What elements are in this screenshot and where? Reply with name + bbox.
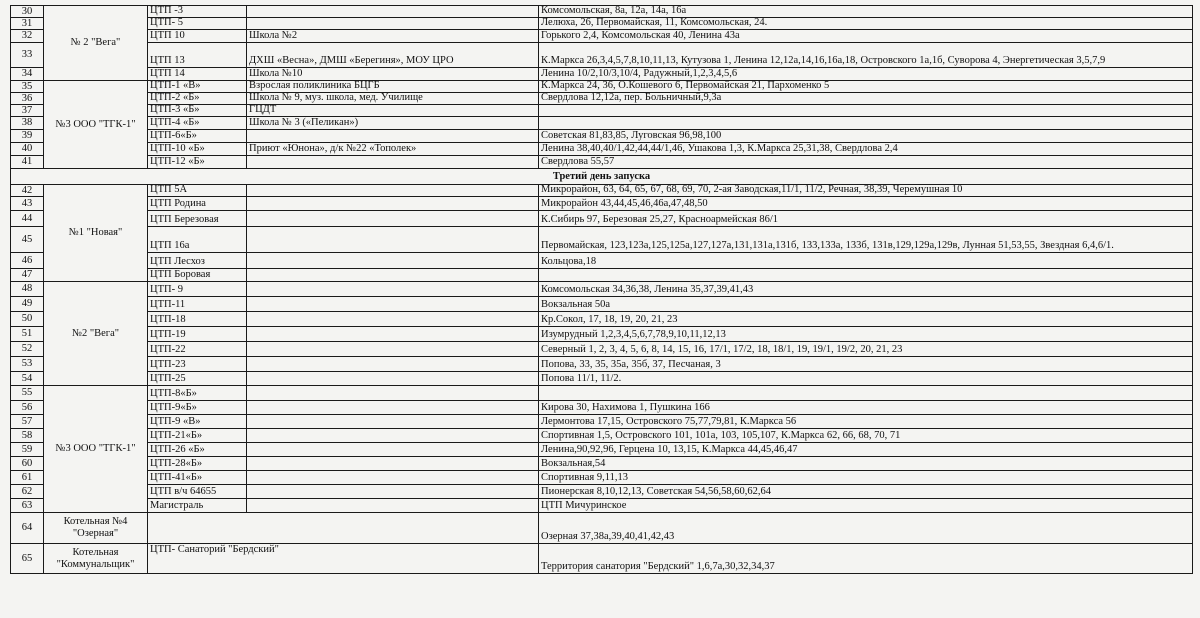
ctp-cell: ЦТП- 9 bbox=[147, 281, 247, 297]
address-cell: Комсомольская, 8а, 12а, 14а, 16а bbox=[538, 5, 1193, 18]
address-cell bbox=[538, 385, 1193, 401]
ctp-cell: ЦТП-4 «Б» bbox=[147, 116, 247, 130]
address-cell: Лелюха, 26, Первомайская, 11, Комсомольская, 24. bbox=[538, 17, 1193, 30]
object-cell: Взрослая поликлиника БЦГБ bbox=[246, 80, 539, 93]
object-cell bbox=[246, 326, 539, 342]
object-cell bbox=[246, 155, 539, 169]
object-cell bbox=[246, 210, 539, 227]
address-cell: К.Сибирь 97, Березовая 25,27, Красноармейская 86/1 bbox=[538, 210, 1193, 227]
ctp-cell: ЦТП-12 «Б» bbox=[147, 155, 247, 169]
ctp-cell: ЦТП-9 «В» bbox=[147, 414, 247, 429]
address-cell: Территория санатория "Бердский" 1,6,7а,30,32,34,37 bbox=[538, 543, 1193, 574]
object-cell: Школа № 9, муз. школа, мед. Училище bbox=[246, 92, 539, 105]
organization-cell: Котельная №4 "Озерная" bbox=[43, 512, 148, 544]
address-cell: Изумрудный 1,2,3,4,5,6,7,78,9,10,11,12,13 bbox=[538, 326, 1193, 342]
ctp-cell: ЦТП-2 «Б» bbox=[147, 92, 247, 105]
row-number: 35 bbox=[10, 80, 44, 93]
row-number: 42 bbox=[10, 184, 44, 197]
ctp-cell: ЦТП-41«Б» bbox=[147, 470, 247, 485]
address-cell: Свердлова 55,57 bbox=[538, 155, 1193, 169]
address-cell: Микрорайон 43,44,45,46,46а,47,48,50 bbox=[538, 196, 1193, 211]
ctp-cell: ЦТП 10 bbox=[147, 29, 247, 43]
address-cell: Спортивная 1,5, Островского 101, 101а, 103, 105,107, К.Маркса 62, 66, 68, 70, 71 bbox=[538, 428, 1193, 443]
object-cell: Школа №2 bbox=[246, 29, 539, 43]
object-cell bbox=[246, 442, 539, 457]
ctp-cell: ЦТП-11 bbox=[147, 296, 247, 312]
row-number: 50 bbox=[10, 311, 44, 327]
address-cell: Попова, 33, 35, 35а, 35б, 37, Песчаная, 3 bbox=[538, 356, 1193, 372]
ctp-cell: ЦТП-18 bbox=[147, 311, 247, 327]
address-cell: Кр.Сокол, 17, 18, 19, 20, 21, 23 bbox=[538, 311, 1193, 327]
section-heading: Третий день запуска bbox=[10, 168, 1193, 185]
ctp-cell: ЦТП в/ч 64655 bbox=[147, 484, 247, 499]
object-cell: ДХШ «Весна», ДМШ «Берегиня», МОУ ЦРО bbox=[246, 42, 539, 68]
row-number: 37 bbox=[10, 104, 44, 117]
row-number: 64 bbox=[10, 512, 44, 544]
ctp-cell: ЦТП-6«Б» bbox=[147, 129, 247, 143]
row-number: 62 bbox=[10, 484, 44, 499]
address-cell: Ленина 10/2,10/3,10/4, Радужный,1,2,3,4,5,6 bbox=[538, 67, 1193, 81]
ctp-cell: ЦТП-3 «Б» bbox=[147, 104, 247, 117]
address-cell: Пионерская 8,10,12,13, Советская 54,56,58,60,62,64 bbox=[538, 484, 1193, 499]
row-number: 36 bbox=[10, 92, 44, 105]
object-cell bbox=[246, 268, 539, 282]
row-number: 51 bbox=[10, 326, 44, 342]
address-cell: Свердлова 12,12а, пер. Больничный,9,3а bbox=[538, 92, 1193, 105]
address-cell: Советская 81,83,85, Луговская 96,98,100 bbox=[538, 129, 1193, 143]
ctp-cell: ЦТП-22 bbox=[147, 341, 247, 357]
ctp-cell: ЦТП -3 bbox=[147, 5, 247, 18]
ctp-cell: ЦТП-25 bbox=[147, 371, 247, 386]
address-cell: К.Маркса 26,3,4,5,7,8,10,11,13, Кутузова 1, Ленина 12,12а,14,16,16а,18, Островского 1а,1б, Суворова 4, Энергетическая 3,5,7,9 bbox=[538, 42, 1193, 68]
row-number: 47 bbox=[10, 268, 44, 282]
row-number: 41 bbox=[10, 155, 44, 169]
address-cell: Комсомольская 34,36,38, Ленина 35,37,39,41,43 bbox=[538, 281, 1193, 297]
row-number: 33 bbox=[10, 42, 44, 68]
address-cell: Вокзальная,54 bbox=[538, 456, 1193, 471]
row-number: 55 bbox=[10, 385, 44, 401]
row-number: 59 bbox=[10, 442, 44, 457]
object-cell bbox=[246, 341, 539, 357]
address-cell: Лермонтова 17,15, Островского 75,77,79,81, К.Маркса 56 bbox=[538, 414, 1193, 429]
address-cell: Вокзальная 50а bbox=[538, 296, 1193, 312]
object-cell bbox=[246, 371, 539, 386]
object-cell bbox=[246, 484, 539, 499]
row-number: 30 bbox=[10, 5, 44, 18]
object-cell bbox=[246, 196, 539, 211]
address-cell: Ленина 38,40,40/1,42,44,44/1,46, Ушакова 1,3, К.Маркса 25,31,38, Свердлова 2,4 bbox=[538, 142, 1193, 156]
address-cell: Первомайская, 123,123а,125,125а,127,127а,131,131а,131б, 133,133а, 133б, 131в,129,129а,129в, Лунная 51,53,55, Звездная 6,4,6/1. bbox=[538, 226, 1193, 253]
address-cell: К.Маркса 24, 36, О.Кошевого 6, Первомайская 21, Пархоменко 5 bbox=[538, 80, 1193, 93]
ctp-cell: ЦТП 16а bbox=[147, 226, 247, 253]
row-number: 60 bbox=[10, 456, 44, 471]
row-number: 56 bbox=[10, 400, 44, 415]
organization-cell: №2 "Вега" bbox=[43, 281, 148, 386]
organization-cell: № 2 "Вега" bbox=[43, 5, 148, 81]
ctp-cell: ЦТП-28«Б» bbox=[147, 456, 247, 471]
address-cell bbox=[538, 268, 1193, 282]
address-cell: ЦТП Мичуринское bbox=[538, 498, 1193, 513]
address-cell bbox=[538, 116, 1193, 130]
object-cell: Школа №10 bbox=[246, 67, 539, 81]
row-number: 54 bbox=[10, 371, 44, 386]
object-cell bbox=[246, 356, 539, 372]
ctp-cell bbox=[147, 512, 539, 544]
organization-cell: Котельная "Коммунальщик" bbox=[43, 543, 148, 574]
ctp-cell: ЦТП 14 bbox=[147, 67, 247, 81]
organization-cell: №3 ООО "ТГК-1" bbox=[43, 80, 148, 169]
address-cell: Кольцова,18 bbox=[538, 252, 1193, 269]
object-cell bbox=[246, 470, 539, 485]
row-number: 48 bbox=[10, 281, 44, 297]
ctp-cell: ЦТП-26 «Б» bbox=[147, 442, 247, 457]
address-cell: Кирова 30, Нахимова 1, Пушкина 166 bbox=[538, 400, 1193, 415]
row-number: 49 bbox=[10, 296, 44, 312]
row-number: 45 bbox=[10, 226, 44, 253]
ctp-cell: Магистраль bbox=[147, 498, 247, 513]
row-number: 63 bbox=[10, 498, 44, 513]
ctp-cell: ЦТП-9«Б» bbox=[147, 400, 247, 415]
address-cell: Микрорайон, 63, 64, 65, 67, 68, 69, 70, 2-ая Заводская,11/1, 11/2, Речная, 38,39, Черемушная 10 bbox=[538, 184, 1193, 197]
row-number: 39 bbox=[10, 129, 44, 143]
ctp-cell: ЦТП- 5 bbox=[147, 17, 247, 30]
ctp-cell: ЦТП-8«Б» bbox=[147, 385, 247, 401]
ctp-cell: ЦТП Лесхоз bbox=[147, 252, 247, 269]
address-cell: Ленина,90,92,96, Герцена 10, 13,15, К.Маркса 44,45,46,47 bbox=[538, 442, 1193, 457]
object-cell bbox=[246, 281, 539, 297]
ctp-cell: ЦТП-19 bbox=[147, 326, 247, 342]
row-number: 53 bbox=[10, 356, 44, 372]
ctp-cell: ЦТП-23 bbox=[147, 356, 247, 372]
address-cell: Попова 11/1, 11/2. bbox=[538, 371, 1193, 386]
row-number: 31 bbox=[10, 17, 44, 30]
row-number: 52 bbox=[10, 341, 44, 357]
row-number: 61 bbox=[10, 470, 44, 485]
object-cell bbox=[246, 129, 539, 143]
address-cell: Северный 1, 2, 3, 4, 5, 6, 8, 14, 15, 16, 17/1, 17/2, 18, 18/1, 19, 19/1, 19/2, 20, 21, 23 bbox=[538, 341, 1193, 357]
row-number: 43 bbox=[10, 196, 44, 211]
row-number: 65 bbox=[10, 543, 44, 574]
object-cell: ГЦДТ bbox=[246, 104, 539, 117]
ctp-cell: ЦТП Березовая bbox=[147, 210, 247, 227]
address-cell: Горького 2,4, Комсомольская 40, Ленина 43а bbox=[538, 29, 1193, 43]
ctp-cell: ЦТП Родина bbox=[147, 196, 247, 211]
object-cell bbox=[246, 296, 539, 312]
ctp-cell: ЦТП 13 bbox=[147, 42, 247, 68]
ctp-cell: ЦТП Боровая bbox=[147, 268, 247, 282]
object-cell bbox=[246, 252, 539, 269]
heating-schedule-table bbox=[10, 5, 1192, 615]
object-cell bbox=[246, 385, 539, 401]
object-cell: Приют «Юнона», д/к №22 «Тополек» bbox=[246, 142, 539, 156]
ctp-cell: ЦТП 5А bbox=[147, 184, 247, 197]
row-number: 57 bbox=[10, 414, 44, 429]
object-cell bbox=[246, 498, 539, 513]
object-cell bbox=[246, 414, 539, 429]
row-number: 46 bbox=[10, 252, 44, 269]
ctp-cell: ЦТП- Санаторий "Бердский" bbox=[147, 543, 539, 574]
object-cell bbox=[246, 428, 539, 443]
organization-cell: №3 ООО "ТГК-1" bbox=[43, 385, 148, 513]
object-cell bbox=[246, 226, 539, 253]
row-number: 34 bbox=[10, 67, 44, 81]
object-cell bbox=[246, 456, 539, 471]
row-number: 58 bbox=[10, 428, 44, 443]
ctp-cell: ЦТП-10 «Б» bbox=[147, 142, 247, 156]
ctp-cell: ЦТП-21«Б» bbox=[147, 428, 247, 443]
address-cell: Озерная 37,38а,39,40,41,42,43 bbox=[538, 512, 1193, 544]
row-number: 44 bbox=[10, 210, 44, 227]
row-number: 32 bbox=[10, 29, 44, 43]
object-cell bbox=[246, 311, 539, 327]
address-cell: Спортивная 9,11,13 bbox=[538, 470, 1193, 485]
row-number: 40 bbox=[10, 142, 44, 156]
row-number: 38 bbox=[10, 116, 44, 130]
ctp-cell: ЦТП-1 «В» bbox=[147, 80, 247, 93]
object-cell bbox=[246, 400, 539, 415]
object-cell: Школа № 3 («Пеликан») bbox=[246, 116, 539, 130]
organization-cell: №1 "Новая" bbox=[43, 184, 148, 282]
